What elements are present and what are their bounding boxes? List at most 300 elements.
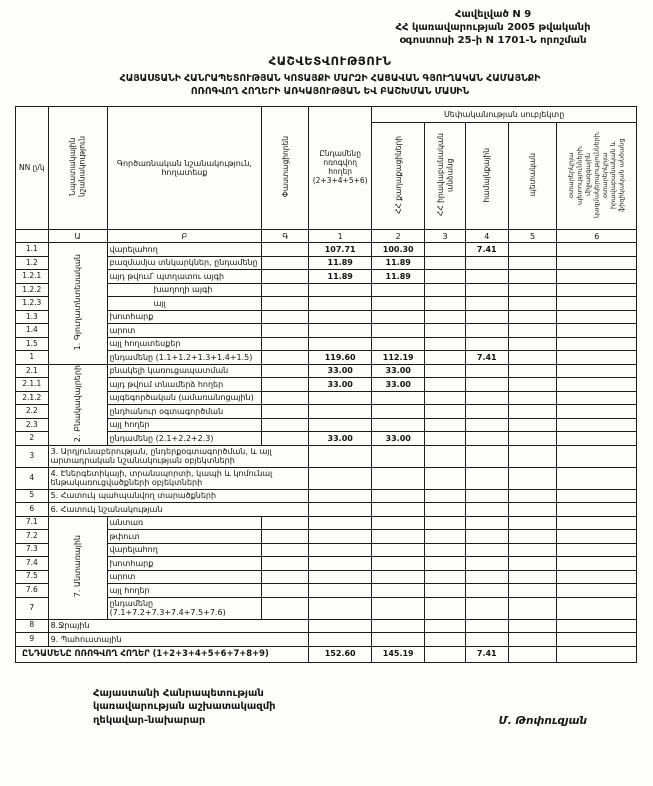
value-cell <box>508 543 557 557</box>
actual-cell <box>262 418 309 432</box>
value-cell <box>309 337 372 351</box>
col-header-citizens <box>372 122 425 229</box>
value-cell <box>465 467 508 489</box>
value-cell <box>425 489 466 503</box>
value-cell <box>309 557 372 571</box>
group-label-cell <box>48 243 107 365</box>
land-name-cell: այլ հողեր <box>107 584 262 598</box>
signer-title-line-1: Հայաստանի Հանրապետության <box>93 687 264 699</box>
value-cell <box>372 324 425 338</box>
actual-cell <box>262 378 309 392</box>
land-name-cell: խաղողի այգի <box>107 283 262 297</box>
value-cell: 11.89 <box>372 256 425 270</box>
value-cell <box>508 337 557 351</box>
value-cell <box>557 243 637 257</box>
value-cell <box>425 256 466 270</box>
value-cell <box>425 297 466 311</box>
table-row <box>16 243 637 257</box>
value-cell <box>508 351 557 365</box>
value-cell <box>465 432 508 446</box>
value-cell <box>557 310 637 324</box>
appendix-line-3: օգոստոսի 25-ի N 1701-Ն որոշման <box>399 35 587 46</box>
column-letter-cell: 4 <box>465 230 508 243</box>
table-row <box>16 557 637 571</box>
row-number-cell: 9 <box>16 633 49 647</box>
value-cell <box>508 445 557 467</box>
value-cell <box>309 297 372 311</box>
value-cell: 33.00 <box>309 378 372 392</box>
value-cell <box>508 324 557 338</box>
value-cell <box>465 503 508 517</box>
actual-cell <box>262 516 309 530</box>
table-row <box>16 584 637 598</box>
row-number-cell: 8 <box>16 619 49 633</box>
table-row <box>16 503 637 517</box>
actual-cell <box>262 256 309 270</box>
value-cell: 152.60 <box>309 646 372 662</box>
table-row <box>16 489 637 503</box>
table-row <box>16 283 637 297</box>
value-cell <box>508 243 557 257</box>
land-name-cell: արոտ <box>107 324 262 338</box>
row-number-cell: 6 <box>16 503 49 517</box>
report-label: ՀԱՇՎԵՏՎՈՒԹՅՈՒՆ <box>268 54 392 68</box>
actual-cell <box>262 584 309 598</box>
value-cell <box>425 391 466 405</box>
actual-cell <box>262 270 309 284</box>
signer-title-line-2: կառավարության աշխատակազմի <box>93 701 276 712</box>
actual-cell <box>262 364 309 378</box>
col-header-ownership-subject: Սեփականության սուբյեկտը <box>372 106 637 122</box>
value-cell <box>557 364 637 378</box>
column-letter-cell: 2 <box>372 230 425 243</box>
actual-cell <box>262 432 309 446</box>
land-name-cell: ընդհանուր օգտագործման <box>107 405 262 419</box>
land-category-cell: 4. Էներգետիկայի, տրանսպորտի, կապի և կոմունալ ենթակառուցվածքների օբյեկտների <box>48 467 309 489</box>
actual-cell <box>262 405 309 419</box>
value-cell <box>557 570 637 584</box>
value-cell <box>557 489 637 503</box>
value-cell <box>372 516 425 530</box>
value-cell <box>425 584 466 598</box>
col-header-functional: Գործառնական նշանակություն, հողատեսք <box>107 106 262 229</box>
value-cell <box>425 337 466 351</box>
rotated-header-text: համայնքային <box>482 147 492 203</box>
land-category-cell: 6. Հատուկ նշանակության <box>48 503 309 517</box>
actual-cell <box>262 243 309 257</box>
title-line-2: ՈՌՈԳՎՈՂ ՀՈՂԵՐԻ ԱՌԿԱՅՈՒԹՅԱՆ ԵՎ ԲԱՇԽՄԱՆ ՄԱՍԻՆ <box>190 86 470 98</box>
title-line-1: ՀԱՅԱՍՏԱՆԻ ՀԱՆՐԱՊԵՏՈՒԹՅԱՆ ԿՈՏԱՅՔԻ ՄԱՐԶԻ ՀԱՑԱՎԱՆ ԳՅՈՒՂԱԿԱՆ ՀԱՄԱՅՆՔԻ <box>119 73 541 84</box>
actual-cell <box>262 337 309 351</box>
value-cell <box>425 633 466 647</box>
value-cell: 107.71 <box>309 243 372 257</box>
value-cell <box>309 418 372 432</box>
col-header-legal-entities <box>425 122 466 229</box>
value-cell <box>508 516 557 530</box>
value-cell <box>309 570 372 584</box>
actual-cell <box>262 351 309 365</box>
value-cell <box>309 391 372 405</box>
table-row <box>16 432 637 446</box>
land-name-cell: արոտ <box>107 570 262 584</box>
value-cell <box>425 570 466 584</box>
value-cell <box>557 337 637 351</box>
value-cell <box>372 619 425 633</box>
value-cell: 33.00 <box>309 432 372 446</box>
land-category-cell: 3. Արդյունաբերության, ընդերքօգտագործման, և այլ արտադրական նշանակության օբյեկտների <box>48 445 309 467</box>
rotated-header-text: ՀՀ քաղաքացիների <box>393 136 403 214</box>
value-cell <box>465 297 508 311</box>
value-cell <box>309 467 372 489</box>
actual-cell <box>262 391 309 405</box>
table-row <box>16 597 637 619</box>
row-number-cell: 1.2.3 <box>16 297 49 311</box>
value-cell <box>309 543 372 557</box>
value-cell <box>309 445 372 467</box>
table-row <box>16 378 637 392</box>
value-cell <box>557 351 637 365</box>
value-cell <box>425 557 466 571</box>
value-cell <box>465 633 508 647</box>
value-cell: 7.41 <box>465 351 508 365</box>
value-cell <box>508 283 557 297</box>
value-cell <box>508 619 557 633</box>
row-number-cell: 1.5 <box>16 337 49 351</box>
header-row-top <box>16 106 637 122</box>
grand-total-row <box>16 646 637 662</box>
value-cell <box>508 646 557 662</box>
signer-title-line-3: ղեկավար-նախարար <box>93 714 206 726</box>
row-number-cell: 1 <box>16 351 49 365</box>
row-number-cell: 2.2 <box>16 405 49 419</box>
group-label-cell <box>48 364 107 445</box>
value-cell: 33.00 <box>372 378 425 392</box>
value-cell <box>557 283 637 297</box>
land-name-cell: վարելահող <box>107 543 262 557</box>
row-number-cell: 2.3 <box>16 418 49 432</box>
land-name-cell: ընդամենը (1.1+1.2+1.3+1.4+1.5) <box>107 351 262 365</box>
group-label-cell <box>48 516 107 619</box>
value-cell: 7.41 <box>465 243 508 257</box>
land-name-cell: վարելահող <box>107 243 262 257</box>
signer-title <box>93 687 276 728</box>
row-number-cell: 1.2.1 <box>16 270 49 284</box>
row-number-cell: 1.2 <box>16 256 49 270</box>
value-cell <box>309 530 372 544</box>
rotated-group-label: 2. Բնակավայրերի <box>72 365 82 443</box>
value-cell <box>557 405 637 419</box>
value-cell: 33.00 <box>309 364 372 378</box>
land-name-cell: ընդամենը (2.1+2.2+2.3) <box>107 432 262 446</box>
value-cell <box>372 337 425 351</box>
value-cell <box>508 391 557 405</box>
value-cell <box>372 310 425 324</box>
table-row <box>16 351 637 365</box>
col-header-state <box>508 122 557 229</box>
value-cell <box>465 489 508 503</box>
value-cell <box>508 297 557 311</box>
value-cell <box>465 543 508 557</box>
table-row <box>16 324 637 338</box>
row-number-cell: 7 <box>16 597 49 619</box>
value-cell <box>372 570 425 584</box>
col-header-actual <box>262 106 309 229</box>
value-cell <box>372 530 425 544</box>
value-cell <box>309 619 372 633</box>
value-cell <box>557 297 637 311</box>
row-number-cell: 7.2 <box>16 530 49 544</box>
value-cell <box>508 270 557 284</box>
value-cell <box>465 324 508 338</box>
value-cell <box>465 364 508 378</box>
value-cell <box>508 418 557 432</box>
value-cell <box>425 646 466 662</box>
value-cell <box>425 432 466 446</box>
column-letter-cell: 1 <box>309 230 372 243</box>
value-cell <box>557 467 637 489</box>
value-cell <box>557 619 637 633</box>
row-number-cell: 7.5 <box>16 570 49 584</box>
value-cell <box>508 256 557 270</box>
value-cell <box>425 418 466 432</box>
value-cell <box>425 351 466 365</box>
table-row <box>16 337 637 351</box>
value-cell <box>309 489 372 503</box>
rotated-header-text: օտարերկրյա պետությունների, միջազգային կազմակերպությունների, օտարերկրյա իրավաբանական և ֆիզիկական անձանց <box>567 131 626 219</box>
row-number-cell: 7.6 <box>16 584 49 598</box>
value-cell <box>508 405 557 419</box>
value-cell <box>309 310 372 324</box>
value-cell <box>425 378 466 392</box>
value-cell <box>557 633 637 647</box>
value-cell <box>372 297 425 311</box>
value-cell <box>465 405 508 419</box>
value-cell <box>372 597 425 619</box>
table-row <box>16 619 637 633</box>
rotated-header-text: պետական <box>527 153 537 197</box>
value-cell <box>465 619 508 633</box>
land-name-cell: այլ հողեր <box>107 418 262 432</box>
document-title <box>15 72 645 99</box>
land-category-cell: 8.Ջրային <box>48 619 309 633</box>
value-cell <box>465 597 508 619</box>
value-cell <box>372 405 425 419</box>
value-cell <box>465 283 508 297</box>
column-letter-cell: 5 <box>508 230 557 243</box>
value-cell <box>372 445 425 467</box>
value-cell <box>465 584 508 598</box>
appendix-block <box>343 8 643 47</box>
value-cell <box>465 337 508 351</box>
value-cell <box>309 597 372 619</box>
value-cell <box>557 324 637 338</box>
value-cell <box>508 432 557 446</box>
column-letter-cell <box>16 230 49 243</box>
value-cell <box>372 633 425 647</box>
table-row <box>16 530 637 544</box>
table-row <box>16 256 637 270</box>
land-name-cell: խոտհարք <box>107 310 262 324</box>
value-cell: 33.00 <box>372 432 425 446</box>
land-name-cell: այլ հողատեսքեր <box>107 337 262 351</box>
col-header-purpose <box>48 106 107 229</box>
col-header-total-irrigated: Ընդամենը ոռոգվող հողեր (2+3+4+5+6) <box>309 106 372 229</box>
value-cell <box>372 391 425 405</box>
column-letter-cell: Բ <box>107 230 262 243</box>
land-category-cell: 9. Պահուստային <box>48 633 309 647</box>
col-header-nn: NN ը/կ <box>16 106 49 229</box>
value-cell <box>557 557 637 571</box>
value-cell <box>372 418 425 432</box>
table-row <box>16 570 637 584</box>
land-name-cell: անտառ <box>107 516 262 530</box>
signature-area <box>15 687 645 728</box>
value-cell <box>425 619 466 633</box>
land-name-cell: այդ թվում տնամերձ հողեր <box>107 378 262 392</box>
value-cell: 7.41 <box>465 646 508 662</box>
value-cell <box>309 324 372 338</box>
rotated-header-text: Փաստացիորեն <box>280 136 290 198</box>
value-cell <box>309 405 372 419</box>
column-letter-cell: 6 <box>557 230 637 243</box>
col-header-community <box>465 122 508 229</box>
value-cell <box>508 530 557 544</box>
value-cell <box>557 584 637 598</box>
row-number-cell: 7.4 <box>16 557 49 571</box>
value-cell <box>557 256 637 270</box>
row-number-cell: 1.3 <box>16 310 49 324</box>
rotated-group-label: 7. Անտառային <box>72 535 82 598</box>
land-name-cell: բազմամյա տնկարկներ, ընդամենը <box>107 256 262 270</box>
value-cell <box>557 530 637 544</box>
actual-cell <box>262 283 309 297</box>
value-cell <box>465 530 508 544</box>
value-cell <box>508 489 557 503</box>
actual-cell <box>262 297 309 311</box>
value-cell <box>465 557 508 571</box>
value-cell <box>309 584 372 598</box>
table-row <box>16 270 637 284</box>
value-cell <box>372 283 425 297</box>
value-cell <box>508 597 557 619</box>
value-cell <box>425 364 466 378</box>
value-cell <box>425 283 466 297</box>
value-cell <box>508 364 557 378</box>
value-cell <box>425 467 466 489</box>
land-name-cell: ընդամենը (7.1+7.2+7.3+7.4+7.5+7.6) <box>107 597 262 619</box>
row-number-cell: 4 <box>16 467 49 489</box>
value-cell <box>425 310 466 324</box>
row-number-cell: 2.1.2 <box>16 391 49 405</box>
value-cell: 100.30 <box>372 243 425 257</box>
value-cell <box>425 516 466 530</box>
land-name-cell: այգեգործական (ամառանոցային) <box>107 391 262 405</box>
value-cell <box>425 503 466 517</box>
actual-cell <box>262 597 309 619</box>
value-cell <box>465 516 508 530</box>
value-cell <box>425 405 466 419</box>
value-cell <box>557 432 637 446</box>
value-cell <box>465 418 508 432</box>
value-cell <box>557 391 637 405</box>
value-cell <box>309 516 372 530</box>
value-cell <box>465 270 508 284</box>
row-number-cell: 3 <box>16 445 49 467</box>
value-cell <box>425 530 466 544</box>
value-cell <box>465 310 508 324</box>
value-cell <box>557 597 637 619</box>
col-header-foreign <box>557 122 637 229</box>
column-letter-cell: Ա <box>48 230 107 243</box>
value-cell <box>425 445 466 467</box>
row-number-cell: 2 <box>16 432 49 446</box>
value-cell <box>372 584 425 598</box>
value-cell <box>557 516 637 530</box>
value-cell: 145.19 <box>372 646 425 662</box>
column-letter-cell: 3 <box>425 230 466 243</box>
land-name-cell: խոտհարք <box>107 557 262 571</box>
value-cell <box>425 597 466 619</box>
column-letter-cell: Գ <box>262 230 309 243</box>
table-row <box>16 543 637 557</box>
value-cell <box>372 557 425 571</box>
table-row <box>16 467 637 489</box>
value-cell <box>465 570 508 584</box>
value-cell <box>309 283 372 297</box>
grand-total-label: ԸՆԴԱՄԵՆԸ ՈՌՈԳՎՈՂ ՀՈՂԵՐ (1+2+3+4+5+6+7+8+9) <box>16 646 309 662</box>
irrigated-lands-table <box>15 106 637 663</box>
actual-cell <box>262 570 309 584</box>
table-row <box>16 405 637 419</box>
value-cell <box>465 378 508 392</box>
table-row <box>16 310 637 324</box>
actual-cell <box>262 543 309 557</box>
value-cell <box>425 543 466 557</box>
value-cell <box>465 391 508 405</box>
row-number-cell: 5 <box>16 489 49 503</box>
table-row <box>16 516 637 530</box>
value-cell <box>309 633 372 647</box>
column-letter-row <box>16 230 637 243</box>
value-cell <box>425 324 466 338</box>
value-cell <box>508 378 557 392</box>
value-cell <box>465 256 508 270</box>
value-cell <box>425 270 466 284</box>
value-cell <box>372 467 425 489</box>
value-cell <box>508 503 557 517</box>
land-category-cell: 5. Հատուկ պահպանվող տարածքների <box>48 489 309 503</box>
value-cell: 11.89 <box>372 270 425 284</box>
row-number-cell: 2.1 <box>16 364 49 378</box>
value-cell <box>508 467 557 489</box>
land-name-cell: թփուտ <box>107 530 262 544</box>
signer-name: Մ. Թոփուզյան <box>498 715 587 727</box>
value-cell <box>508 633 557 647</box>
row-number-cell: 7.1 <box>16 516 49 530</box>
row-number-cell: 1.2.2 <box>16 283 49 297</box>
value-cell <box>557 378 637 392</box>
rotated-header-text: ՀՀ իրավաբանական անձանց <box>435 133 455 217</box>
actual-cell <box>262 310 309 324</box>
table-row <box>16 633 637 647</box>
value-cell <box>557 270 637 284</box>
land-name-cell: այդ թվում՝ պտղատու այգի <box>107 270 262 284</box>
row-number-cell: 7.3 <box>16 543 49 557</box>
value-cell <box>557 543 637 557</box>
actual-cell <box>262 530 309 544</box>
value-cell <box>508 557 557 571</box>
value-cell <box>508 570 557 584</box>
